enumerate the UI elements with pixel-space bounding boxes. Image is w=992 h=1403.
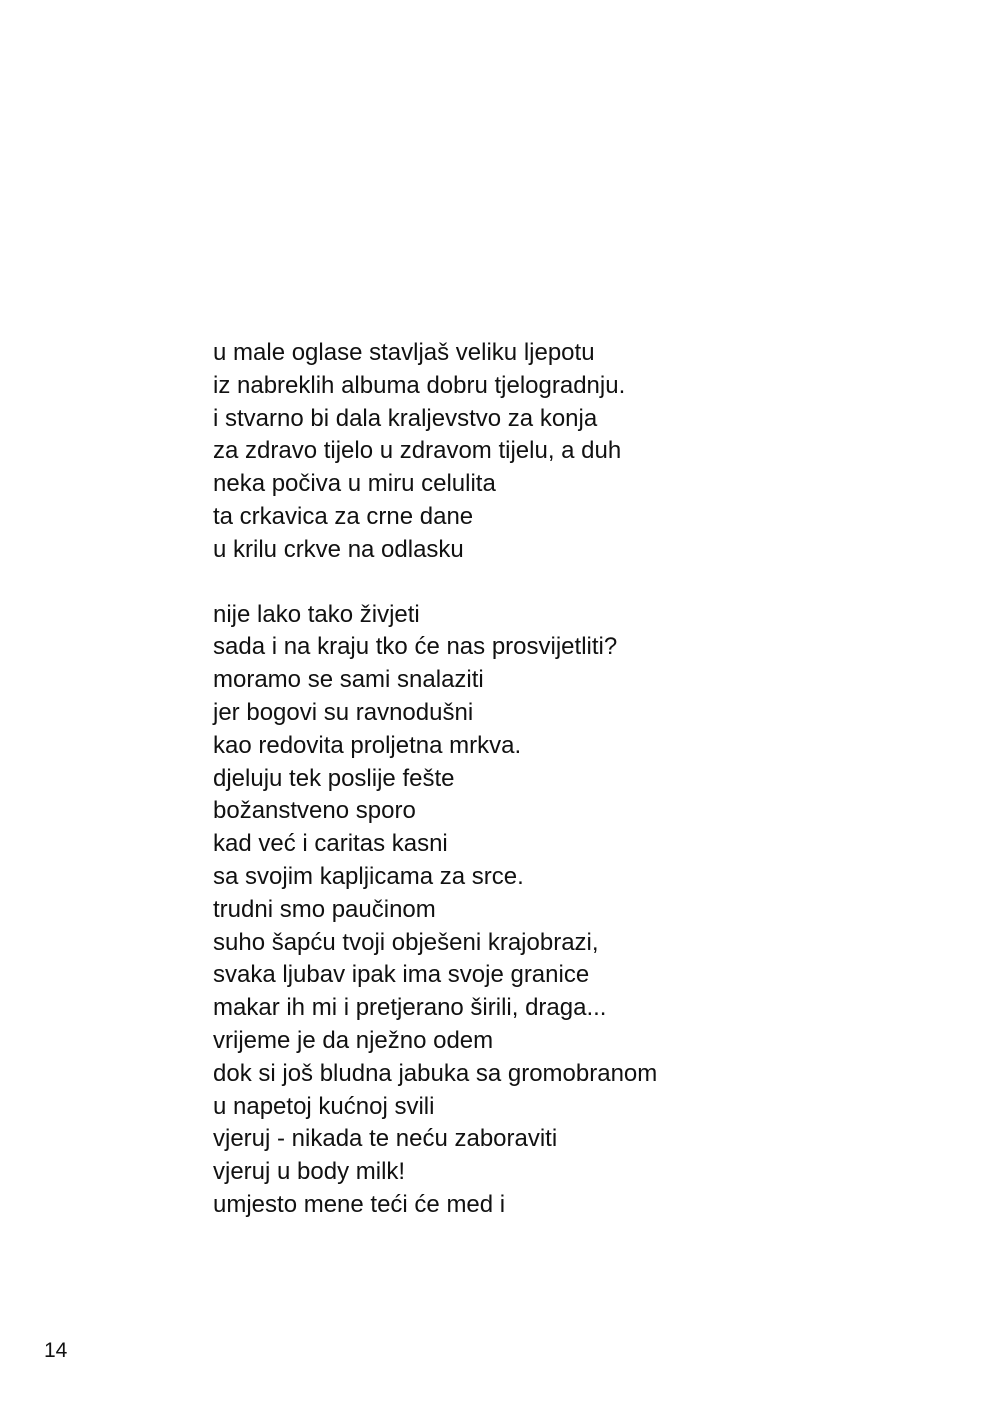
poem-line: sada i na kraju tko će nas prosvijetliti? (213, 633, 618, 661)
poem-line: neka počiva u miru celulita (213, 470, 496, 498)
poem-line: božanstveno sporo (213, 797, 416, 825)
stanza-1 (213, 337, 913, 567)
poem-line: kad već i caritas kasni (213, 830, 448, 858)
poem-line: vjeruj u body milk! (213, 1158, 406, 1186)
poem-line: vjeruj - nikada te neću zaboraviti (213, 1125, 558, 1153)
poem-line: dok si još bludna jabuka sa gromobranom (213, 1059, 658, 1087)
poem-line: u napetoj kućnoj svili (213, 1092, 435, 1120)
poem-line: i stvarno bi dala kraljevstvo za konja (213, 404, 598, 432)
poem-line: svaka ljubav ipak ima svoje granice (213, 961, 590, 989)
poem-line: nije lako tako živjeti (213, 600, 420, 628)
poem-line: ta crkavica za crne dane (213, 502, 474, 530)
poem-line: suho šapću tvoji obješeni krajobrazi, (213, 928, 599, 956)
poem-line: vrijeme je da nježno odem (213, 1026, 494, 1054)
stanza-2 (213, 599, 913, 1222)
poem-line: iz nabreklih albuma dobru tjelogradnju. (213, 371, 626, 399)
poem-line: u krilu crkve na odlasku (213, 535, 464, 563)
poem (213, 337, 913, 1222)
poem-line: za zdravo tijelo u zdravom tijelu, a duh (213, 437, 622, 465)
poem-line: umjesto mene teći će med i (213, 1190, 506, 1218)
poem-line: moramo se sami snalaziti (213, 666, 484, 694)
page-number: 14 (44, 1339, 68, 1362)
poem-line: djeluju tek poslije fešte (213, 764, 455, 792)
poem-line: sa svojim kapljicama za srce. (213, 862, 524, 890)
poem-line: trudni smo paučinom (213, 895, 436, 923)
poem-line: makar ih mi i pretjerano širili, draga... (213, 994, 607, 1022)
poem-line: kao redovita proljetna mrkva. (213, 731, 522, 759)
poem-line: u male oglase stavljaš veliku ljepotu (213, 339, 595, 366)
poem-line: jer bogovi su ravnodušni (213, 698, 474, 726)
